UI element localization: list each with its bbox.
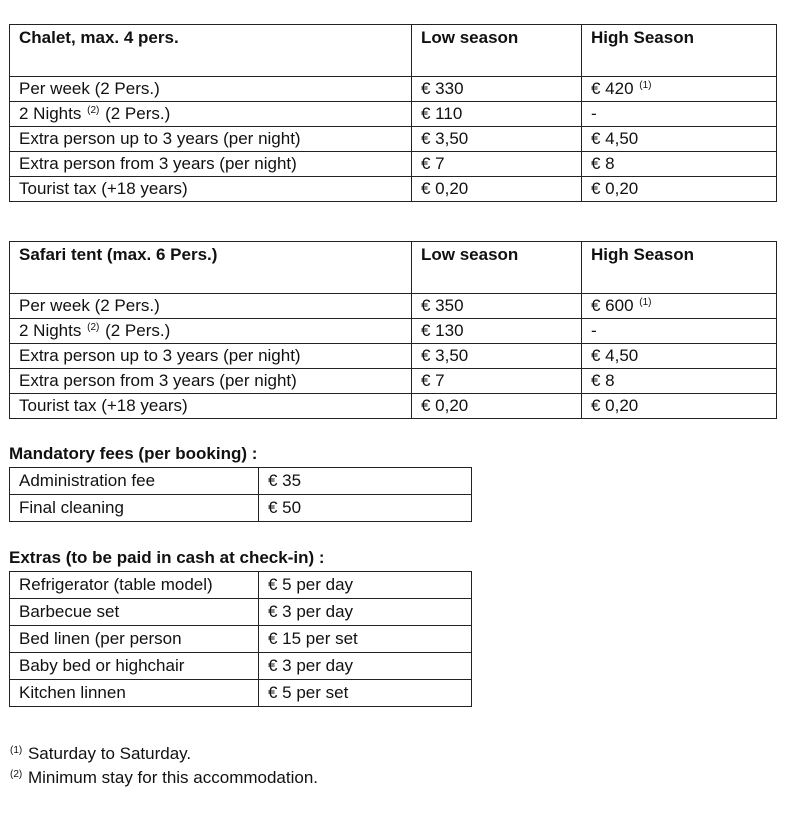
mandatory-fees-title: Mandatory fees (per booking) : [9, 444, 258, 463]
footnote-mark: (1) [10, 745, 23, 756]
table-row [10, 599, 472, 626]
row-label: Extra person from 3 years (per night) [10, 369, 412, 394]
row-label: Extra person up to 3 years (per night) [10, 344, 412, 369]
row-label: Extra person from 3 years (per night) [10, 152, 412, 177]
extra-value: € 3 per day [259, 599, 472, 626]
row-label: Tourist tax (+18 years) [10, 394, 412, 419]
row-label-suffix: (2 Pers.) [105, 321, 171, 340]
table-row [10, 77, 777, 102]
table-row [10, 102, 777, 127]
safari-price-table [9, 241, 777, 419]
table-row [10, 394, 777, 419]
row-label-cell [10, 319, 412, 344]
extra-value: € 5 per day [259, 572, 472, 599]
table-row [10, 495, 472, 522]
low-price: € 3,50 [412, 127, 582, 152]
footnote-mark: (1) [639, 80, 652, 91]
low-price: € 130 [412, 319, 582, 344]
row-label: Per week (2 Pers.) [10, 77, 412, 102]
footnote-1 [9, 744, 191, 764]
table-row [10, 319, 777, 344]
table-row [10, 369, 777, 394]
table-row [10, 653, 472, 680]
footnote-mark: (1) [639, 297, 652, 308]
extra-label: Baby bed or highchair [10, 653, 259, 680]
row-label-cell [10, 102, 412, 127]
row-label-suffix: (2 Pers.) [105, 104, 171, 123]
extra-value: € 15 per set [259, 626, 472, 653]
row-label: 2 Nights [19, 104, 82, 123]
table-row [10, 177, 777, 202]
low-price: € 7 [412, 369, 582, 394]
row-label: 2 Nights [19, 321, 82, 340]
footnote-mark: (2) [10, 769, 23, 780]
extra-value: € 5 per set [259, 680, 472, 707]
low-price: € 0,20 [412, 177, 582, 202]
low-season-header: Low season [412, 242, 582, 294]
footnote-2 [9, 768, 318, 788]
extras-table [9, 571, 472, 707]
table-row [10, 626, 472, 653]
fee-value: € 50 [259, 495, 472, 522]
low-price: € 350 [412, 294, 582, 319]
high-season-header: High Season [582, 242, 777, 294]
footnote-text: Minimum stay for this accommodation. [27, 768, 319, 787]
high-price: € 600 [591, 296, 634, 315]
high-price: € 0,20 [582, 394, 777, 419]
table-row [10, 344, 777, 369]
table-row [10, 294, 777, 319]
extra-value: € 3 per day [259, 653, 472, 680]
fee-label: Final cleaning [10, 495, 259, 522]
high-price: - [582, 102, 777, 127]
extras-title: Extras (to be paid in cash at check-in) : [9, 548, 325, 567]
high-price: € 8 [582, 152, 777, 177]
mandatory-fees-table [9, 467, 472, 522]
low-price: € 0,20 [412, 394, 582, 419]
table-header-row [10, 242, 777, 294]
high-price: € 8 [582, 369, 777, 394]
high-price: € 0,20 [582, 177, 777, 202]
table-header-row [10, 25, 777, 77]
fee-value: € 35 [259, 468, 472, 495]
table-row [10, 572, 472, 599]
table-row [10, 680, 472, 707]
fee-label: Administration fee [10, 468, 259, 495]
high-price: - [582, 319, 777, 344]
high-price: € 420 [591, 79, 634, 98]
low-price: € 3,50 [412, 344, 582, 369]
chalet-price-table [9, 24, 777, 202]
low-price: € 110 [412, 102, 582, 127]
low-price: € 330 [412, 77, 582, 102]
row-label: Tourist tax (+18 years) [10, 177, 412, 202]
high-price: € 4,50 [582, 127, 777, 152]
table-row [10, 468, 472, 495]
table-row [10, 152, 777, 177]
extra-label: Kitchen linnen [10, 680, 259, 707]
safari-title: Safari tent (max. 6 Pers.) [10, 242, 412, 294]
extra-label: Bed linen (per person [10, 626, 259, 653]
chalet-title: Chalet, max. 4 pers. [10, 25, 412, 77]
extra-label: Refrigerator (table model) [10, 572, 259, 599]
low-price: € 7 [412, 152, 582, 177]
table-row [10, 127, 777, 152]
low-season-header: Low season [412, 25, 582, 77]
footnote-text: Saturday to Saturday. [27, 744, 192, 763]
high-price-cell [582, 294, 777, 319]
extra-label: Barbecue set [10, 599, 259, 626]
footnote-mark: (2) [87, 105, 100, 116]
high-price: € 4,50 [582, 344, 777, 369]
row-label: Per week (2 Pers.) [10, 294, 412, 319]
footnote-mark: (2) [87, 322, 100, 333]
high-season-header: High Season [582, 25, 777, 77]
high-price-cell [582, 77, 777, 102]
row-label: Extra person up to 3 years (per night) [10, 127, 412, 152]
